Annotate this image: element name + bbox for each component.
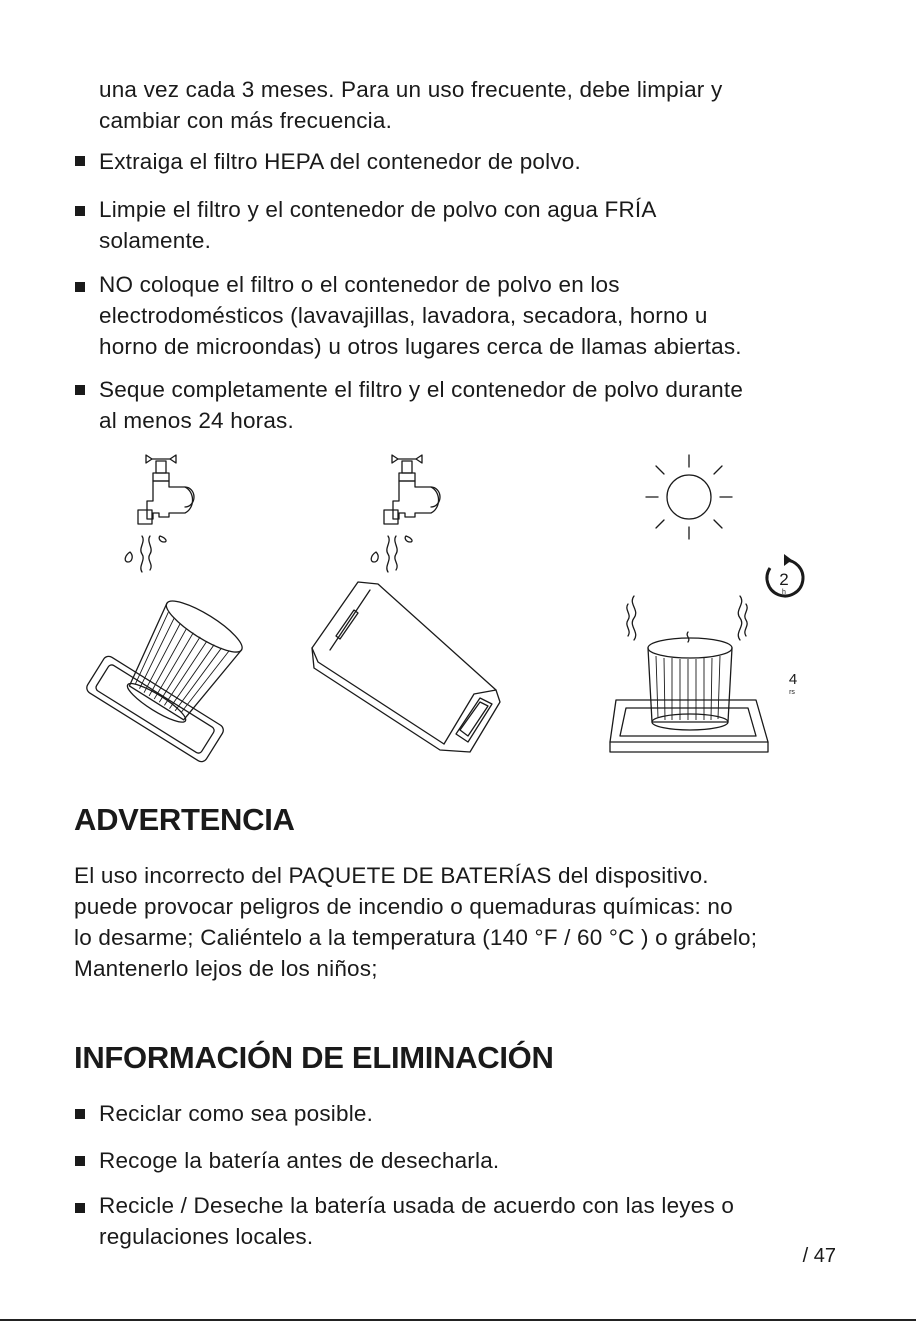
step-2-line-2: solamente. <box>99 228 212 253</box>
hepa-filter-icon <box>85 580 272 764</box>
warning-line-3: lo desarme; Caliéntelo a la temperatura (140 °F / 60 °C ) o grábelo; <box>74 925 758 950</box>
bullet-icon <box>75 1203 85 1213</box>
warning-heading: ADVERTENCIA <box>74 802 295 837</box>
warning-line-1: El uso incorrecto del PAQUETE DE BATERÍAS del dispositivo. <box>74 863 709 888</box>
disposal-item-3-line-1: Recicle / Deseche la batería usada de acuerdo con las leyes o <box>99 1193 735 1218</box>
disposal-item-3-line-2: regulaciones locales. <box>99 1224 314 1249</box>
disposal-item-1: Reciclar como sea posible. <box>99 1101 374 1126</box>
water-tap-icon <box>138 455 194 524</box>
warning-line-2: puede provocar peligros de incendio o quemaduras químicas: no <box>74 894 733 919</box>
dust-container-icon <box>312 582 500 752</box>
bottom-rule <box>0 1319 916 1321</box>
heat-waves-icon <box>627 596 747 642</box>
hepa-filter-icon <box>610 638 768 752</box>
step-2-line-1: Limpie el filtro y el contenedor de polvo con agua FRÍA <box>99 197 657 222</box>
bullet-icon <box>75 1156 85 1166</box>
intro-line-2: cambiar con más frecuencia. <box>99 108 393 133</box>
step-3-line-1: NO coloque el filtro o el contenedor de polvo en los <box>99 272 620 297</box>
water-drops-icon <box>125 536 166 572</box>
step-4-line-2: al menos 24 horas. <box>99 408 294 433</box>
water-drops-icon <box>371 536 412 572</box>
side-unit: rs <box>789 689 795 696</box>
water-tap-icon <box>384 455 440 524</box>
bullet-icon <box>75 1109 85 1119</box>
bullet-icon <box>75 385 85 395</box>
step-3-line-2: electrodomésticos (lavavajillas, lavadora, secadora, horno u <box>99 303 708 328</box>
warning-line-4: Mantenerlo lejos de los niños; <box>74 956 378 981</box>
cleaning-illustration <box>0 440 916 770</box>
step-4-line-1: Seque completamente el filtro y el contenedor de polvo durante <box>99 377 744 402</box>
bullet-icon <box>75 282 85 292</box>
intro-line-1: una vez cada 3 meses. Para un uso frecuente, debe limpiar y <box>99 77 723 102</box>
disposal-item-2: Recoge la batería antes de desecharla. <box>99 1148 500 1173</box>
page-number: / 47 <box>802 1245 836 1267</box>
disposal-heading: INFORMACIÓN DE ELIMINACIÓN <box>74 1040 554 1075</box>
step-1-line-1: Extraiga el filtro HEPA del contenedor de polvo. <box>99 149 581 174</box>
step-3-line-3: horno de microondas) u otros lugares cerca de llamas abiertas. <box>99 334 742 359</box>
side-number: 4 <box>788 671 798 688</box>
timer-unit: h <box>782 589 786 596</box>
sun-icon <box>646 455 732 539</box>
timer-number: 2 <box>779 570 789 589</box>
bullet-icon <box>75 206 85 216</box>
clock-icon <box>767 554 803 596</box>
bullet-icon <box>75 156 85 166</box>
